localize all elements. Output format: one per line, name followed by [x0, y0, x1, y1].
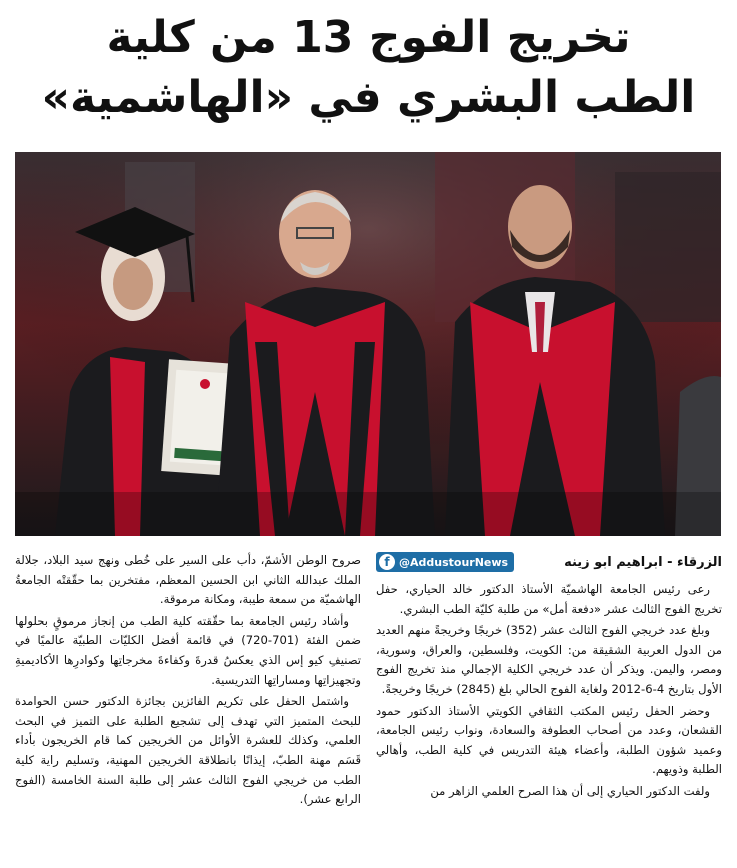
social-handle: @AddustourNews — [399, 555, 509, 569]
byline: الزرقاء - ابراهيم ابو زينه — [564, 554, 722, 570]
byline-row — [376, 550, 722, 574]
headline-line-2: الطب البشري في «الهاشمية» — [41, 72, 696, 123]
paragraph: رعى رئيس الجامعة الهاشميّة الأستاذ الدكتور خالد الحياري، حفل تخريج الفوج الثالث عشر «دفعة أمل» من طلبة كليّة الطب البشري. — [376, 582, 722, 616]
article-column-left — [15, 551, 361, 812]
paragraph: وحضر الحفل رئيس المكتب الثقافي الكويتي الأستاذ الدكتور حمود القشعان، وعدد من أصحاب العطوفة والسعادة، ونواب رئيس الجامعة، وعميد شؤون الطلبة، وأعضاء هيئة التدريس في كلية الطب، وأهالي الطلبة وذويهم. — [376, 703, 722, 777]
paragraph: ولفت الدكتور الحياري إلى أن هذا الصرح العلمي الزاهر من — [430, 783, 710, 798]
paragraph: صروح الوطن الأشمّ، دأب على السير على خُطى ونهج سيد البلاد، جلالة الملك عبدالله الثاني ابن الحسين المعظم، مفتخرين بما حقّقتْه الجامعةُ الهاشميّة من سمعة طيبة، ومكانة مرموقة. — [15, 553, 361, 607]
paragraph: وأشاد رئيس الجامعة بما حقّقته كلية الطب من إنجاز مرموقٍ بحلولها ضمن الفئة (701-720) في قائمة أفضل الكليّات الطبيّة عالميًا في تصنيفِ كيو إس الذي يعكسُ قدرةَ وكفاءةَ مخرجاتِها وكوادرِها الأكاديميةِ وتجهيزاتِها ومساراتِها التدريسية. — [15, 613, 361, 687]
headline-line-1: تخريج الفوج 13 من كلية — [106, 12, 631, 63]
social-handle-badge[interactable] — [376, 552, 514, 572]
facebook-icon: f — [379, 554, 395, 570]
paragraph: واشتمل الحفل على تكريم الفائزين بجائزة الدكتور حسن الحوامدة للبحث المتميز التي تهدف إلى تشجيع الطلبة على التميز في البحث العلمي، وكذلك للعشرة الأوائل من الخريجين كما قام الخريجون بأداء قَسَم مهنة الطبّ، إيذانًا بانطلاقة الخريجين المهنية، وتسليم راية كلية الطب من خريجي الفوج الثالث عشر إلى طلبة السنة الخامسة (الفوج الرابع عشر). — [15, 694, 361, 807]
article-headline — [0, 8, 737, 128]
paragraph: وبلغ عدد خريجي الفوج الثالث عشر (352) خريجًا وخريجةً منهم العديد من الدول العربية الشقيقة من: الكويت، وفلسطين، والعراق، وسورية، ومصر، واليمن. ويذكر أن عدد خريجي الكلية الإجمالي منذ تخريج الفوج الأول بتاريخ 4-6-2012 ولغاية الفوج الحالي بلغ (2845) خريجًا وخريجةً. — [376, 623, 722, 696]
graduation-photo — [15, 152, 721, 536]
article-column-right — [376, 580, 722, 804]
